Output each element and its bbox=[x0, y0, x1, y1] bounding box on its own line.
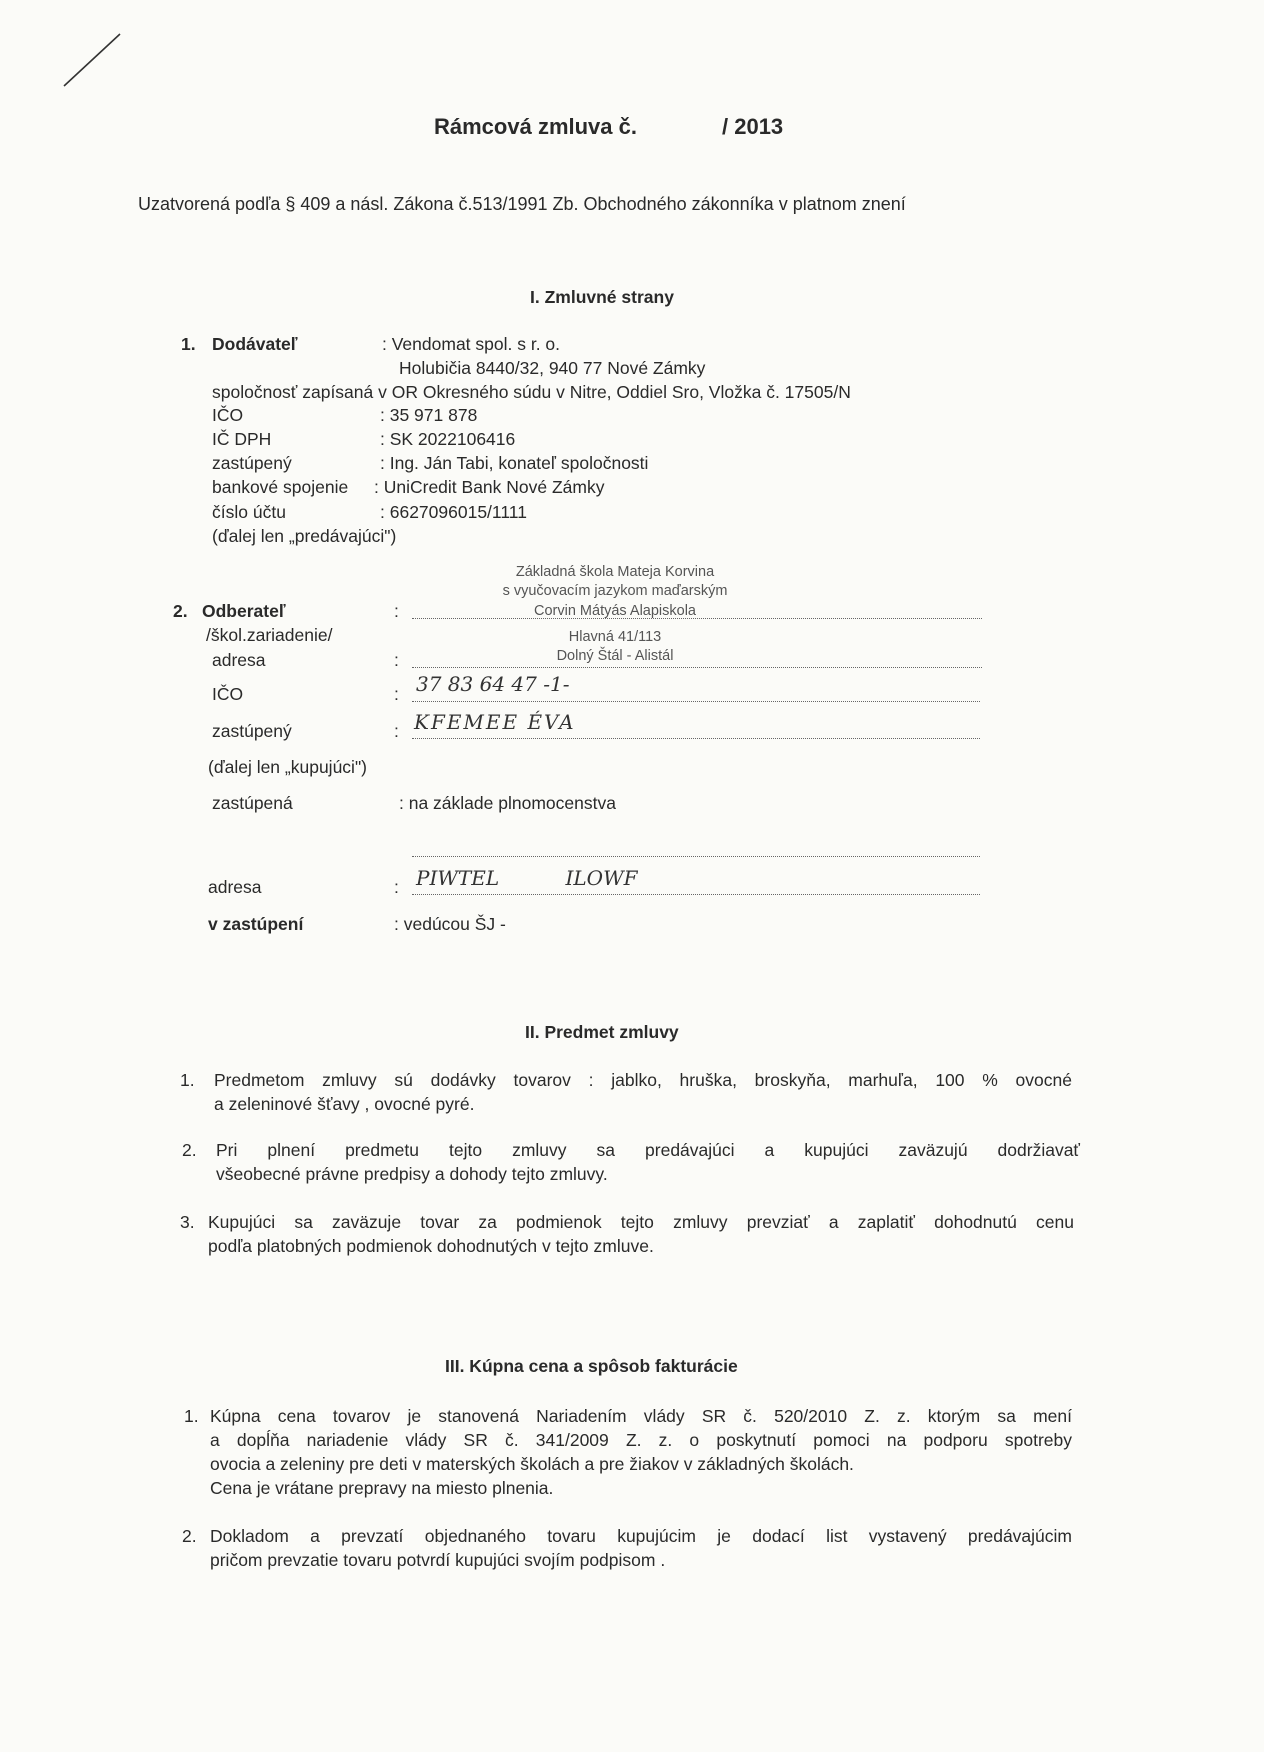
stamp-line-street: Hlavná 41/113 bbox=[568, 629, 662, 645]
buyer-addr2-colon: : bbox=[394, 877, 399, 897]
price-item-1-number: 1. bbox=[184, 1406, 199, 1426]
buyer-ico-handwritten: 37 83 64 47 -1- bbox=[416, 672, 570, 696]
buyer-alias: (ďalej len „kupujúci") bbox=[208, 757, 367, 777]
supplier-bank-label: bankové spojenie bbox=[212, 477, 349, 497]
subject-item-2-line-1: Pri plnení predmetu tejto zmluvy sa predávajúci a kupujúci zaväzujú dodržiavať bbox=[216, 1140, 1080, 1160]
supplier-rep-label: zastúpený bbox=[212, 453, 292, 473]
price-item-2-line-2: pričom prevzatie tovaru potvrdí kupujúci svojím podpisom . bbox=[210, 1550, 666, 1570]
supplier-bank-value: : UniCredit Bank Nové Zámky bbox=[374, 477, 605, 497]
section-heading-price: III. Kúpna cena a spôsob fakturácie bbox=[445, 1356, 738, 1376]
buyer-colon: : bbox=[394, 601, 399, 621]
buyer-ico-label: IČO bbox=[212, 684, 244, 704]
stamp-line-school: Základná škola Mateja Korvina bbox=[515, 564, 715, 580]
buyer-rep2-value: : na základe plnomocenstva bbox=[399, 793, 616, 813]
buyer-name-line bbox=[412, 618, 982, 619]
document-subtitle: Uzatvorená podľa § 409 a násl. Zákona č.513/1991 Zb. Obchodného zákonníka v platnom znení bbox=[138, 194, 906, 214]
supplier-icdph-value: : SK 2022106416 bbox=[380, 429, 516, 449]
subject-item-3 bbox=[208, 1210, 1074, 1258]
buyer-ico-line bbox=[412, 701, 980, 702]
price-item-1-line-1: Kúpna cena tovarov je stanovená Nariadením vlády SR č. 520/2010 Z. z. ktorým sa mení bbox=[210, 1406, 1072, 1426]
buyer-ico-colon: : bbox=[394, 684, 399, 704]
buyer-address-line bbox=[412, 667, 982, 668]
stamp-line-hungarian: Corvin Mátyás Alapiskola bbox=[534, 603, 696, 619]
supplier-address: Holubičia 8440/32, 940 77 Nové Zámky bbox=[399, 358, 706, 378]
subject-item-1-line-2: a zeleninové šťavy , ovocné pyré. bbox=[214, 1094, 475, 1114]
stamp-line-town: Dolný Štál - Alistál bbox=[556, 648, 674, 664]
supplier-ico-value: : 35 971 878 bbox=[380, 405, 478, 425]
buyer-addr2-handwritten: PIWTEL ILOWF bbox=[416, 866, 638, 890]
subject-item-1-line-1: Predmetom zmluvy sú dodávky tovarov : jablko, hruška, broskyňa, marhuľa, 100 % ovocné bbox=[214, 1070, 1072, 1090]
buyer-addr2-line bbox=[412, 894, 980, 895]
supplier-name: : Vendomat spol. s r. o. bbox=[382, 334, 561, 354]
buyer-number: 2. bbox=[173, 601, 188, 621]
price-item-1 bbox=[210, 1404, 1072, 1500]
buyer-rep-line bbox=[412, 738, 980, 739]
supplier-rep-value: : Ing. Ján Tabi, konateľ spoločnosti bbox=[380, 453, 649, 473]
buyer-addr2-label: adresa bbox=[208, 877, 262, 897]
subject-item-1 bbox=[214, 1068, 1072, 1116]
price-item-2-line-1: Dokladom a prevzatí objednaného tovaru kupujúcim je dodací list vystavený predávajúcim bbox=[210, 1526, 1072, 1546]
document-title: Rámcová zmluva č. bbox=[434, 114, 637, 139]
subject-item-2-line-2: všeobecné právne predpisy a dohody tejto zmluvy. bbox=[216, 1164, 608, 1184]
buyer-address-colon: : bbox=[394, 650, 399, 670]
buyer-label: Odberateľ bbox=[202, 601, 286, 621]
buyer-proxy-value: : vedúcou ŠJ - bbox=[394, 914, 506, 934]
section-heading-parties: I. Zmluvné strany bbox=[530, 287, 674, 307]
subject-item-2 bbox=[216, 1138, 1080, 1186]
pen-stroke-mark bbox=[60, 30, 130, 90]
supplier-number: 1. bbox=[181, 334, 196, 354]
supplier-label: Dodávateľ bbox=[212, 334, 298, 354]
supplier-account-label: číslo účtu bbox=[212, 502, 286, 522]
subject-item-2-number: 2. bbox=[182, 1140, 197, 1160]
supplier-alias: (ďalej len „predávajúci") bbox=[212, 526, 397, 546]
price-item-2-number: 2. bbox=[182, 1526, 197, 1546]
supplier-icdph-label: IČ DPH bbox=[212, 429, 272, 449]
subject-item-1-number: 1. bbox=[180, 1070, 195, 1090]
subject-item-3-number: 3. bbox=[180, 1212, 195, 1232]
stamp-line-language: s vyučovacím jazykom maďarským bbox=[502, 583, 728, 599]
supplier-registration: spoločnosť zapísaná v OR Okresného súdu v Nitre, Oddiel Sro, Vložka č. 17505/N bbox=[212, 382, 851, 402]
buyer-rep-handwritten: KFEMEE ÉVA bbox=[414, 710, 576, 734]
price-item-1-line-3: ovocia a zeleniny pre deti v materských školách a pre žiakov v základných školách. bbox=[210, 1454, 854, 1474]
supplier-account-value: : 6627096015/1111 bbox=[380, 502, 527, 522]
buyer-sublabel: /škol.zariadenie/ bbox=[206, 625, 333, 645]
price-item-1-line-4: Cena je vrátane prepravy na miesto plnenia. bbox=[210, 1478, 554, 1498]
subject-item-3-line-2: podľa platobných podmienok dohodnutých v tejto zmluve. bbox=[208, 1236, 654, 1256]
subject-item-3-line-1: Kupujúci sa zaväzuje tovar za podmienok tejto zmluvy prevziať a zaplatiť dohodnutú cenu bbox=[208, 1212, 1074, 1232]
buyer-rep2-line bbox=[412, 856, 980, 857]
buyer-rep-label: zastúpený bbox=[212, 721, 292, 741]
buyer-rep2-label: zastúpená bbox=[212, 793, 293, 813]
buyer-rep-colon: : bbox=[394, 721, 399, 741]
section-heading-subject: II. Predmet zmluvy bbox=[525, 1022, 679, 1042]
buyer-address-label: adresa bbox=[212, 650, 266, 670]
document-number: / 2013 bbox=[722, 114, 784, 139]
price-item-2 bbox=[210, 1524, 1072, 1572]
price-item-1-line-2: a dopĺňa nariadenie vlády SR č. 341/2009 Z. z. o poskytnutí pomoci na podporu spotreby bbox=[210, 1430, 1072, 1450]
supplier-ico-label: IČO bbox=[212, 405, 244, 425]
buyer-proxy-label: v zastúpení bbox=[208, 914, 304, 934]
